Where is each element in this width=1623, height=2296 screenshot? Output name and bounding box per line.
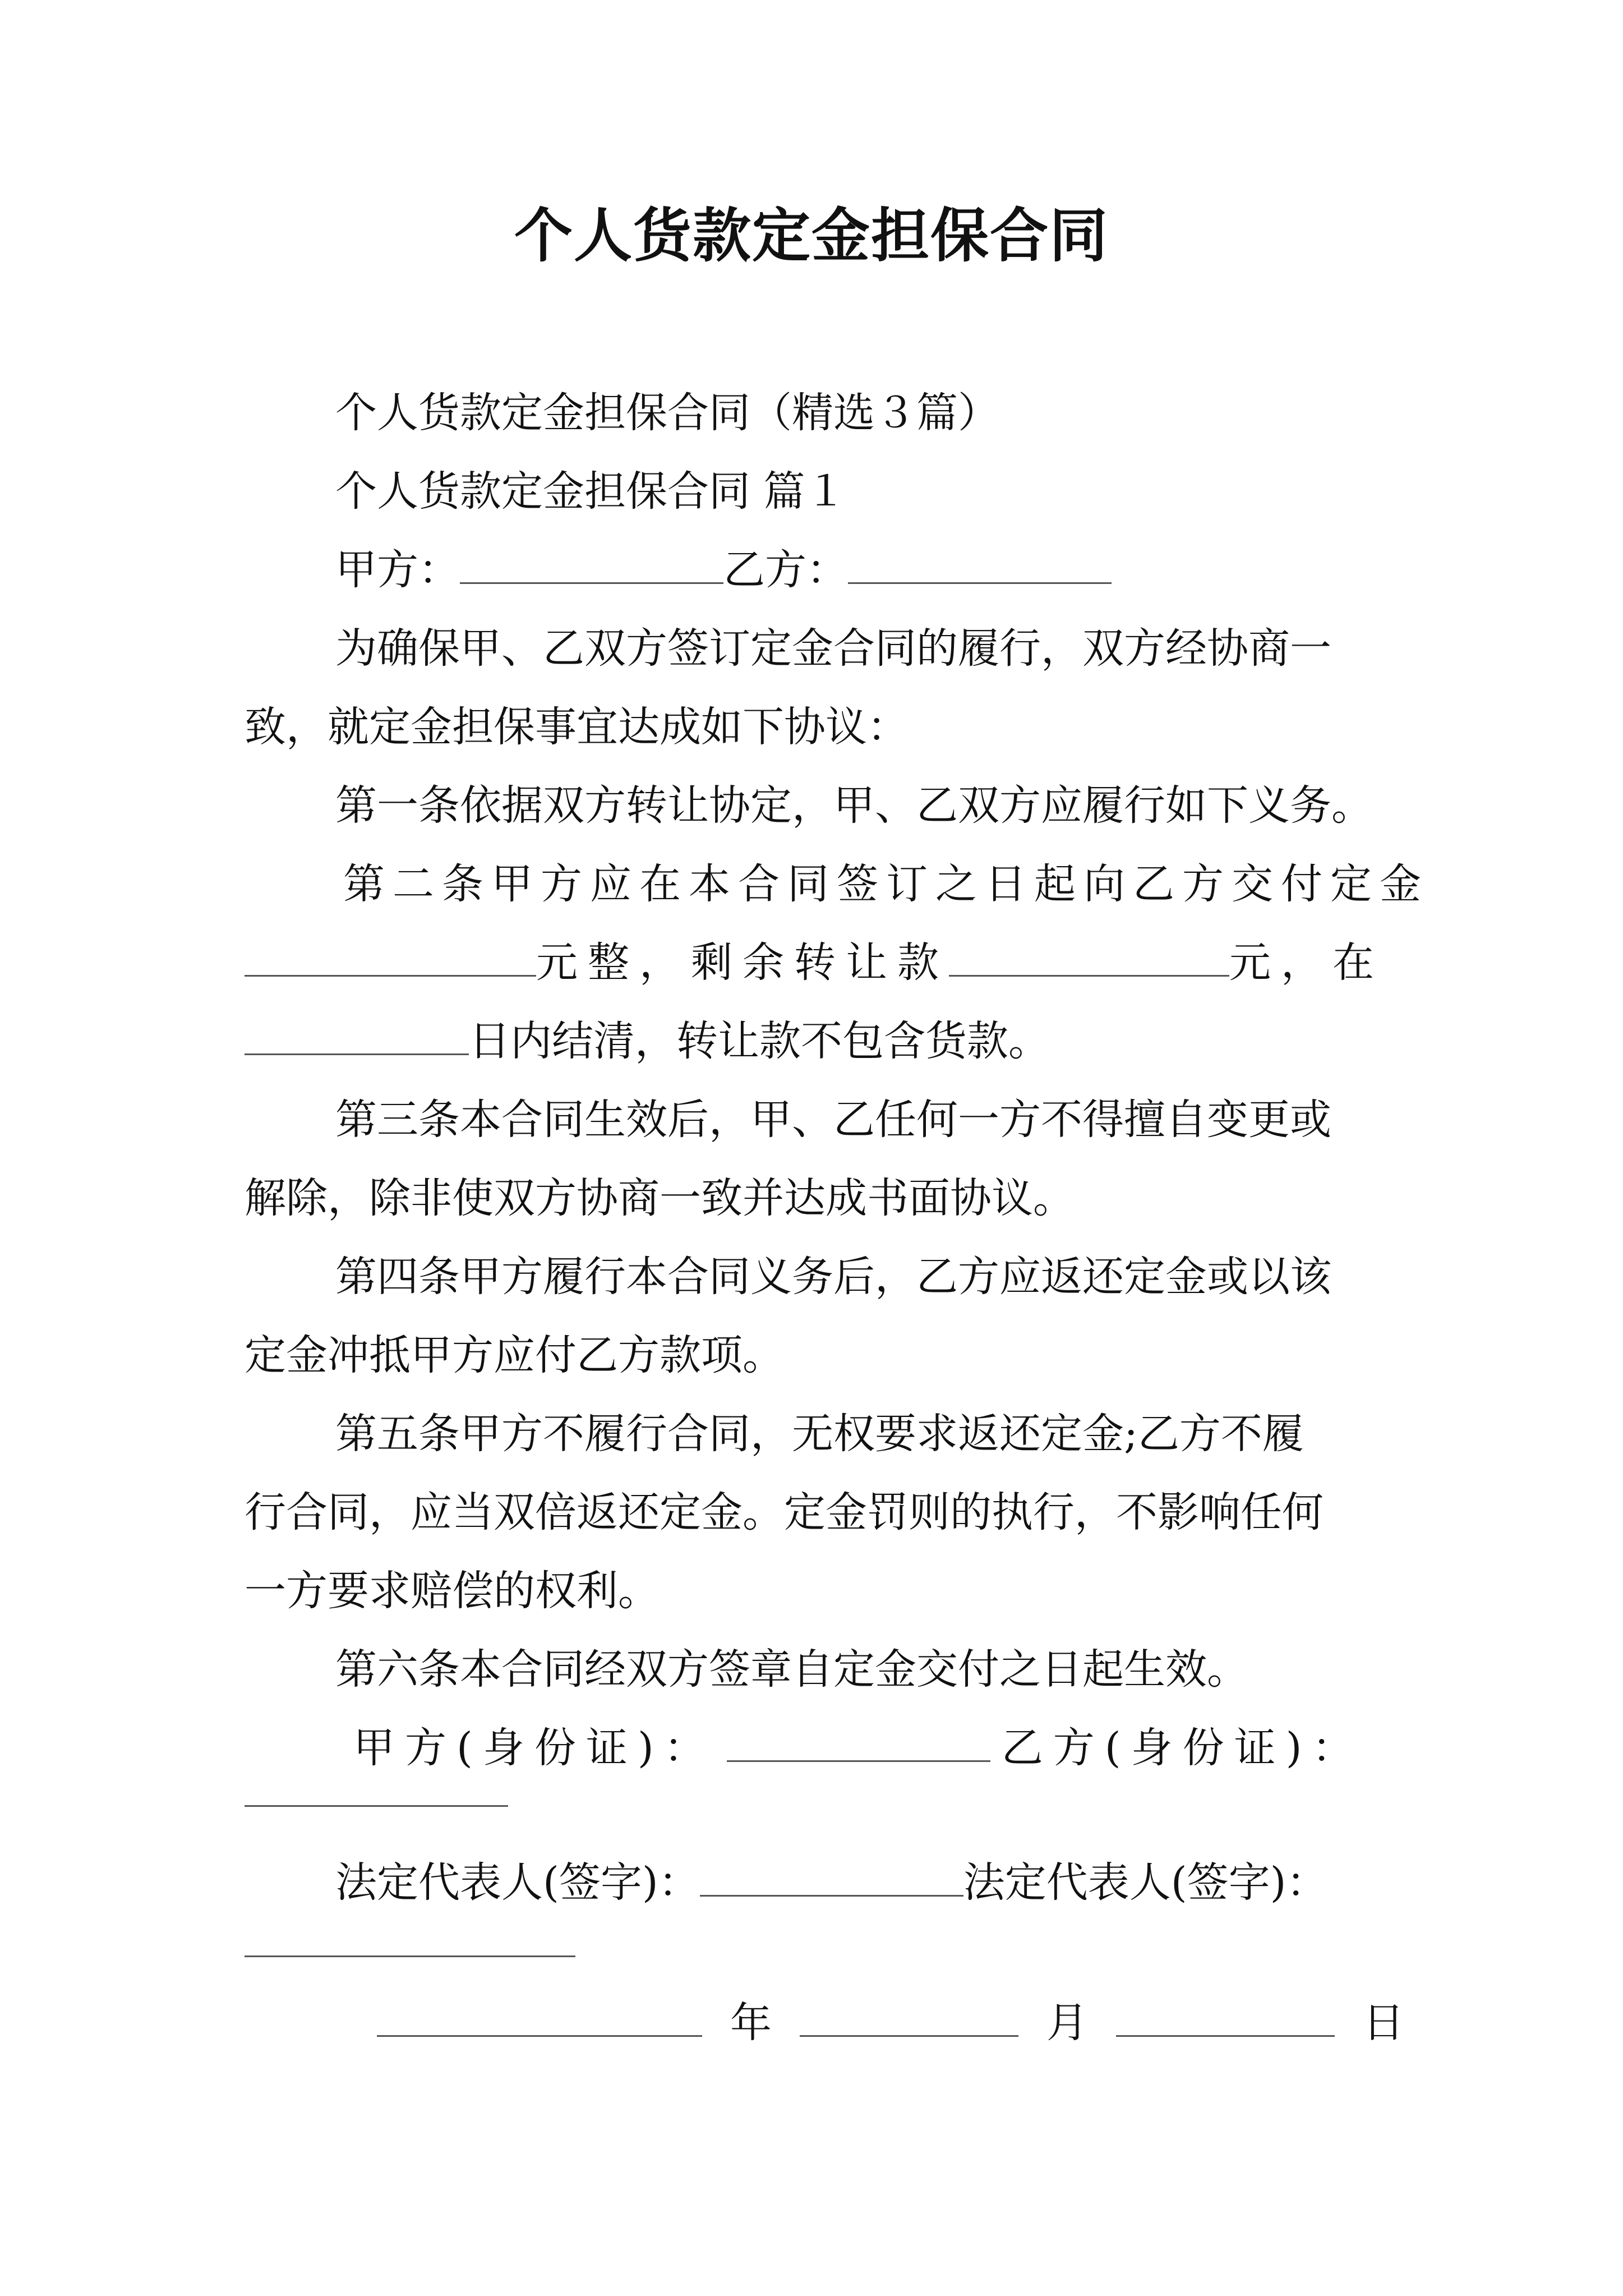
date-day-label: 日: [1363, 1999, 1404, 2047]
intro-line-2: 致，就定金担保事宜达成如下协议：: [245, 703, 909, 751]
article-1: 第一条依据双方转让协定，甲、乙双方应履行如下义务。: [335, 781, 1373, 830]
legal-rep-b-blank[interactable]: [245, 1955, 575, 1957]
party-b-blank[interactable]: [848, 547, 1112, 584]
year-blank[interactable]: [377, 2000, 702, 2037]
legal-rep-line: [335, 1855, 1328, 1911]
article-4-line-2: 定金冲抵甲方应付乙方款项。: [245, 1331, 784, 1379]
document-subtitle: 个人货款定金担保合同（精选３篇）: [335, 389, 999, 437]
remaining-amount-blank[interactable]: [949, 940, 1229, 977]
legal-rep-b-label: 法定代表人(签字)：: [963, 1858, 1328, 1907]
document-title: 个人货款定金担保合同: [514, 201, 1109, 270]
date-month-label: 月: [1046, 1999, 1088, 2047]
part-heading: 个人货款定金担保合同 篇１: [335, 467, 847, 516]
party-b-label: 乙方：: [723, 546, 848, 594]
article-2-line-1: 第二条甲方应在本合同签订之日起向乙方交付定金: [343, 860, 1429, 908]
parties-line: [335, 542, 1112, 598]
deposit-amount-blank[interactable]: [245, 940, 536, 977]
party-a-label: 甲方：: [335, 546, 460, 594]
month-blank[interactable]: [800, 2000, 1018, 2037]
days-blank[interactable]: [245, 1019, 469, 1055]
party-b-id-blank[interactable]: [245, 1805, 508, 1807]
article-4-line-1: 第四条甲方履行本合同义务后，乙方应返还定金或以该: [335, 1253, 1331, 1301]
date-year-label: 年: [730, 1999, 772, 2047]
article-5-line-3: 一方要求赔偿的权利。: [245, 1567, 660, 1615]
day-blank[interactable]: [1116, 2000, 1335, 2037]
article-2-line-3: [245, 1013, 1050, 1069]
legal-rep-a-label: 法定代表人(签字)：: [335, 1858, 700, 1907]
article-2-part-a: 元整，剩余转让款: [536, 938, 949, 987]
article-2-part-b: 元，在: [1229, 938, 1384, 987]
article-5-line-1: 第五条甲方不履行合同，无权要求返还定金;乙方不履: [335, 1410, 1304, 1458]
legal-rep-a-blank[interactable]: [700, 1860, 963, 1897]
article-3-line-1: 第三条本合同生效后，甲、乙任何一方不得擅自变更或: [335, 1096, 1331, 1144]
date-line: [377, 1995, 1404, 2051]
party-a-id-blank[interactable]: [727, 1726, 990, 1762]
article-2-line-3-text: 日内结清，转让款不包含货款。: [469, 1017, 1050, 1065]
sign-b-id-label: 乙方(身份证)：: [1001, 1724, 1364, 1772]
intro-line-1: 为确保甲、乙双方签订定金合同的履行，双方经协商一: [335, 624, 1331, 673]
id-signature-line: [353, 1720, 1364, 1776]
party-a-blank[interactable]: [460, 547, 723, 584]
article-3-line-2: 解除，除非使双方协商一致并达成书面协议。: [245, 1174, 1075, 1222]
sign-a-id-label: 甲方(身份证)：: [353, 1724, 716, 1772]
article-2-line-2: [245, 935, 1384, 991]
article-5-line-2: 行合同，应当双倍返还定金。定金罚则的执行，不影响任何: [245, 1488, 1324, 1536]
article-6: 第六条本合同经双方签章自定金交付之日起生效。: [335, 1645, 1248, 1694]
